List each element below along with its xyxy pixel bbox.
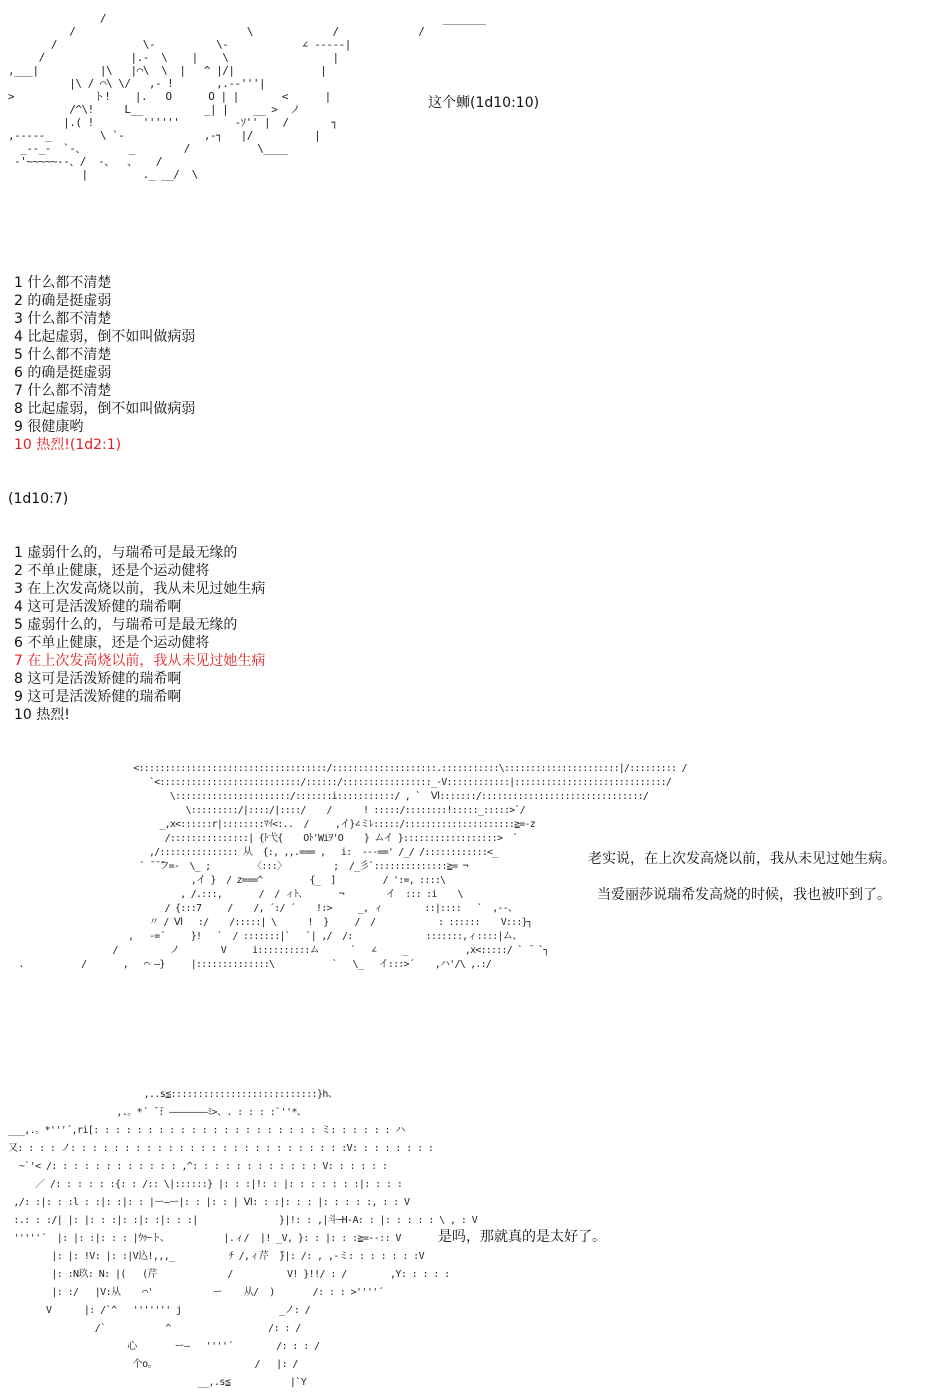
list-item: 4 这可是活泼矫健的瑞希啊: [14, 599, 182, 615]
dialogue-line-2: 当爱丽莎说瑞希发高烧的时候，我也被吓到了。: [597, 887, 891, 903]
list-item: 8 这可是活泼矫健的瑞希啊: [14, 671, 182, 687]
list-item: 6 的确是挺虚弱: [14, 365, 112, 381]
list-item: 4 比起虚弱，倒不如叫做病弱: [14, 329, 196, 345]
list-item: 2 的确是挺虚弱: [14, 293, 112, 309]
list-item: 1 什么都不清楚: [14, 275, 112, 291]
roll-result-2: (1d10:7): [8, 491, 69, 507]
list-item-selected: 10 热烈!(1d2:1): [14, 437, 122, 453]
list-item: 7 什么都不清楚: [14, 383, 112, 399]
list-item-selected: 7 在上次发高烧以前，我从未见过她生病: [14, 653, 266, 669]
option-list-1: [14, 274, 195, 454]
list-item: 1 虚弱什么的，与瑞希可是最无缘的: [14, 545, 238, 561]
page: [6, 6, 938, 1399]
ascii-art-face: / _______ / \ / / / \- \- ∠ -----| / |.- \ | \ | ,___| |\ |⌒\ \ | ^ |/| | |\ / ⌒\ \/ ,- ! ,.-‐'''| > ト! |. O O | | < | /^\! L__ _| | __ > ノ |.( ! '''''' -ｿ'' | / ┐ ,-----_ \ `- ,-┐ |/ | _--_- `-、 _ / \____ -'~~~~~--、/ -、 、 / | ._ __/ \: [8, 12, 486, 181]
list-item: 3 在上次发高烧以前，我从未见过她生病: [14, 581, 266, 597]
list-item: 8 比起虚弱，倒不如叫做病弱: [14, 401, 196, 417]
option-list-2: [14, 544, 265, 724]
list-item: 5 什么都不清楚: [14, 347, 112, 363]
roll-result-text: 这个蛳(1d10:10): [428, 95, 540, 111]
list-item: 9 很健康哟: [14, 419, 84, 435]
list-item: 9 这可是活泼矫健的瑞希啊: [14, 689, 182, 705]
list-item: 6 不单止健康，还是个运动健将: [14, 635, 210, 651]
list-item: 2 不单止健康，还是个运动健将: [14, 563, 210, 579]
dialogue-line-3: 是吗，那就真的是太好了。: [438, 1229, 606, 1245]
ascii-art-girl: ,..s≦:::::::::::::::::::::::::::}h、 ,.。*´ ̄ ̄: ―――――――ﾐ>、. : : : :`''*、 ___,.。*'''´,ri[: : : : : : : : : : : : : : : : : : : : : ミ: : : : : : ハ 又: : : : ノ: : : : : : : : : : : : : : : : : : : : : : : : : :V: : : : : : : : ~`'< /: : : : : : : : : : : : ,^: : : : : : : : : : : : V: : : : : : ／ /: : : : : :{: : /:: \|::::::} |: : :|!: : |: : : : : : :|: : : : ,/: :|: : :l : :|: :|: : |ー―ー|: : |: : | Ⅵ: : :|: : : |: : : : :, : : V :.: : :/| |: |: : :|: :|: :|: : :| }|!: : ,|斗ｰH-A: : |: : : : : \ , : V '''''´ |: |: :|: : : |ｳｩｰト、 |.ィ/ |! _V, }: : |: : :≧=-‐:: V |: |: !V: |: :|V込!,,,_ ﾁ /,ィ芹 ̄}|: /: , ,-ミ: : : : : : :V |: :N玖: N: |( (芹 / V! }!!/ : / ,Y: : : : : |: :/ |V:从 ⌒' ー 从/ ) /: : : >''''´ V |: /`^ ''''''' j _ノ: / /` ^ /: : / 心 ー― ''''´ /: : : / 个o。 / |: / __,.s≦ |`Y: [8, 1089, 478, 1388]
list-item: 5 虚弱什么的，与瑞希可是最无缘的: [14, 617, 238, 633]
ascii-art-figure: <::::::::::::::::::::::::::::::::::::/::::::::::::::::::::.:::::::::::\::::::::::::::::::::::|/::::::::: / `<:::::::::::::::::::::::::::/::::::/:::::::::::::::::_-V::::::::::::|:::::::::::::::::::::::::::::/ \::::::::::::::::::::::/:::::::i:::::::::::/ , ` Ⅵ:::::::/:::::::::::::::::::::::::::::::/ \:::::::::/|::::/|::::/ / ! :::::/::::::::!:::::_:::::>`/ _,x<::::::r|::::::::ﾏｲ<:.. / ,イ}∠ミﾚ:::::/:::::::::::::::::::::≧=-z /:::::::::::::::| {ﾄ弋{ Oﾄ'Wiｦ'O } ムイ }::::::::::::::::::> ` ,/::::::::::::::: 从 {:, ,,.=== , i: ---==' /_/ /::::::::::::<_ ´ ̄ ̄ ̄フ=- \_ ; 〈:::〉 ; /_彡`::::::::::::::≧= ¬ ,イ } / z===^ {_ ] / ':=, ::::\ , /.:::, / / ィﾄ、 ¬ イ ::: :i \ / {:::7 / /, ´:/ ´ !:> _, ィ ::|:::: ` ,--、 〃 / Ⅵ :/ /:::::| \ ! } / / : :::::: V:::}┐ , -=´ }! ` / :::::::|` `| ,/ /: :::::::,ィ::::|ム、 / ノ V i::::::::::ム ` ∠ _ ,x<:::::/ ` ̄ `┐ . / , ⌒ ―} |::::::::::::::\ ` \_ イ:::>´ ,ハ'/\ ,.:/: [18, 763, 687, 970]
list-item: 10 热烈!: [14, 707, 70, 723]
dialogue-line-1: 老实说，在上次发高烧以前，我从未见过她生病。: [588, 851, 896, 867]
list-item: 3 什么都不清楚: [14, 311, 112, 327]
